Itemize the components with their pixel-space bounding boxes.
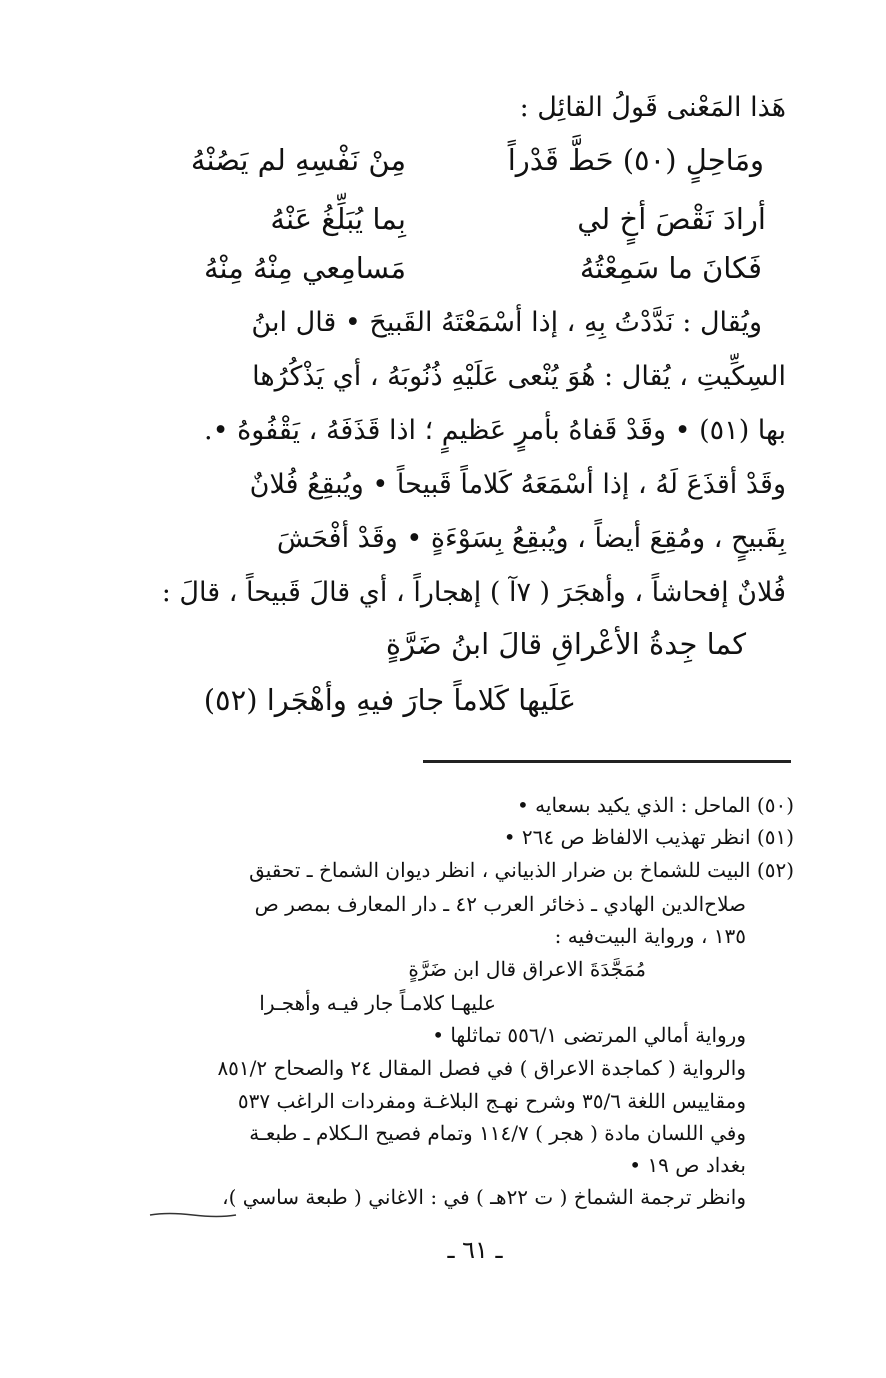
flourish-ornament (148, 1212, 238, 1218)
footnote-52-line: (٥٢) البيت للشماخ بن ضرار الذبياني ، انظر ديوان الشماخ ـ تحقيق (249, 858, 794, 882)
intro-line: هَذا المَعْنى قَولُ القائِل : (519, 92, 786, 123)
footnote-52-line: ومقاييس اللغة ٣٥/٦ وشرح نهـج البلاغـة ومفردات الراغب ٥٣٧ (237, 1089, 746, 1113)
verse-2-first-half: أرادَ نَقْصَ أخٍ لي (577, 202, 766, 236)
footnote-52-line: صلاح‌الدين الهادي ـ ذخائر العرب ٤٢ ـ دار المعارف بمصر ص (254, 892, 746, 916)
footnote-52-line: وفي اللسان مادة ( هجر ) ١١٤/٧ وتمام فصيح الـكلام ـ طبعـة (249, 1121, 746, 1145)
footnote-51: (٥١) انظر تهذيب الالفاظ ص ٢٦٤ • (503, 825, 794, 849)
footnote-50: (٥٠) الماحل : الذي يكيد بسعايه • (517, 793, 794, 817)
paragraph-line: بها (٥١) • وقَدْ قَفاهُ بأمرٍ عَظيمٍ ؛ اذا قَذَفَهُ ، يَقْفُوهُ •. (204, 415, 786, 446)
footnote-separator (423, 760, 791, 763)
quote-line-1: كما جِدةُ الأعْراقِ قالَ ابنُ ضَرَّةٍ (385, 627, 746, 661)
footnote-52-line: ورواية أمالي المرتضى ٥٥٦/١ تماثلها • (432, 1023, 746, 1047)
paragraph-line: ويُقال : نَدَّدْتُ بِهِ ، إذا أسْمَعْتَهُ القَبيحَ • قال ابنُ (251, 307, 762, 338)
footnote-52-line: وانظر ترجمة الشماخ ( ت ٢٢هـ ) في : الاغاني ( طبعة ساسي )، (222, 1185, 746, 1209)
paragraph-line: بِقَبيحٍ ، ومُقِعَ أيضاً ، ويُبقِعُ بِسَوْءَةٍ • وقَدْ أفْحَشَ (276, 523, 786, 554)
verse-1-second-half: مِنْ نَفْسِهِ لم يَصُنْهُ (190, 143, 406, 177)
footnote-52-verse-1: مُمَجَّدَةَ الاعراق قال ابن ضَرَّةٍ (408, 957, 646, 981)
quote-line-2: عَلَيها كَلاماً جارَ فيهِ وأهْجَرا (٥٢) (203, 683, 576, 717)
verse-1-first-half: ومَاحِلٍ (٥٠) حَطَّ قَدْراً (507, 143, 764, 177)
footnote-52-verse-2: عليهـا كلامـاً جار فيـه وأهجـرا (259, 991, 496, 1015)
verse-3-first-half: فَكانَ ما سَمِعْتُهُ (579, 251, 762, 285)
verse-3-second-half: مَسامِعي مِنْهُ مِنْهُ (203, 251, 406, 285)
page-number: ـ ٦١ ـ (447, 1236, 503, 1264)
footnote-52-line: والرواية ( كماجدة الاعراق ) في فصل المقال ٢٤ والصحاح ٨٥١/٢ (217, 1056, 746, 1080)
verse-2-second-half: بِما يُبَلِّغُ عَنْهُ (270, 202, 406, 236)
paragraph-line: فُلانٌ إفحاشاً ، وأهجَرَ ( ٧آ ) إهجاراً ، أي قالَ قَبيحاً ، قالَ : (161, 577, 786, 608)
footnote-52-line: ١٣٥ ، ورواية البيت‌فيه : (554, 924, 746, 948)
paragraph-line: وقَدْ أقذَعَ لَهُ ، إذا أسْمَعَهُ كَلاماً قَبيحاً • ويُبقِعُ فُلانٌ (249, 469, 786, 500)
footnote-52-line: بغداد ص ١٩ • (629, 1153, 746, 1177)
paragraph-line: السِكِّيتِ ، يُقال : هُوَ يُنْعى عَلَيْهِ ذُنُوبَهُ ، أي يَذْكُرُها (252, 361, 786, 392)
